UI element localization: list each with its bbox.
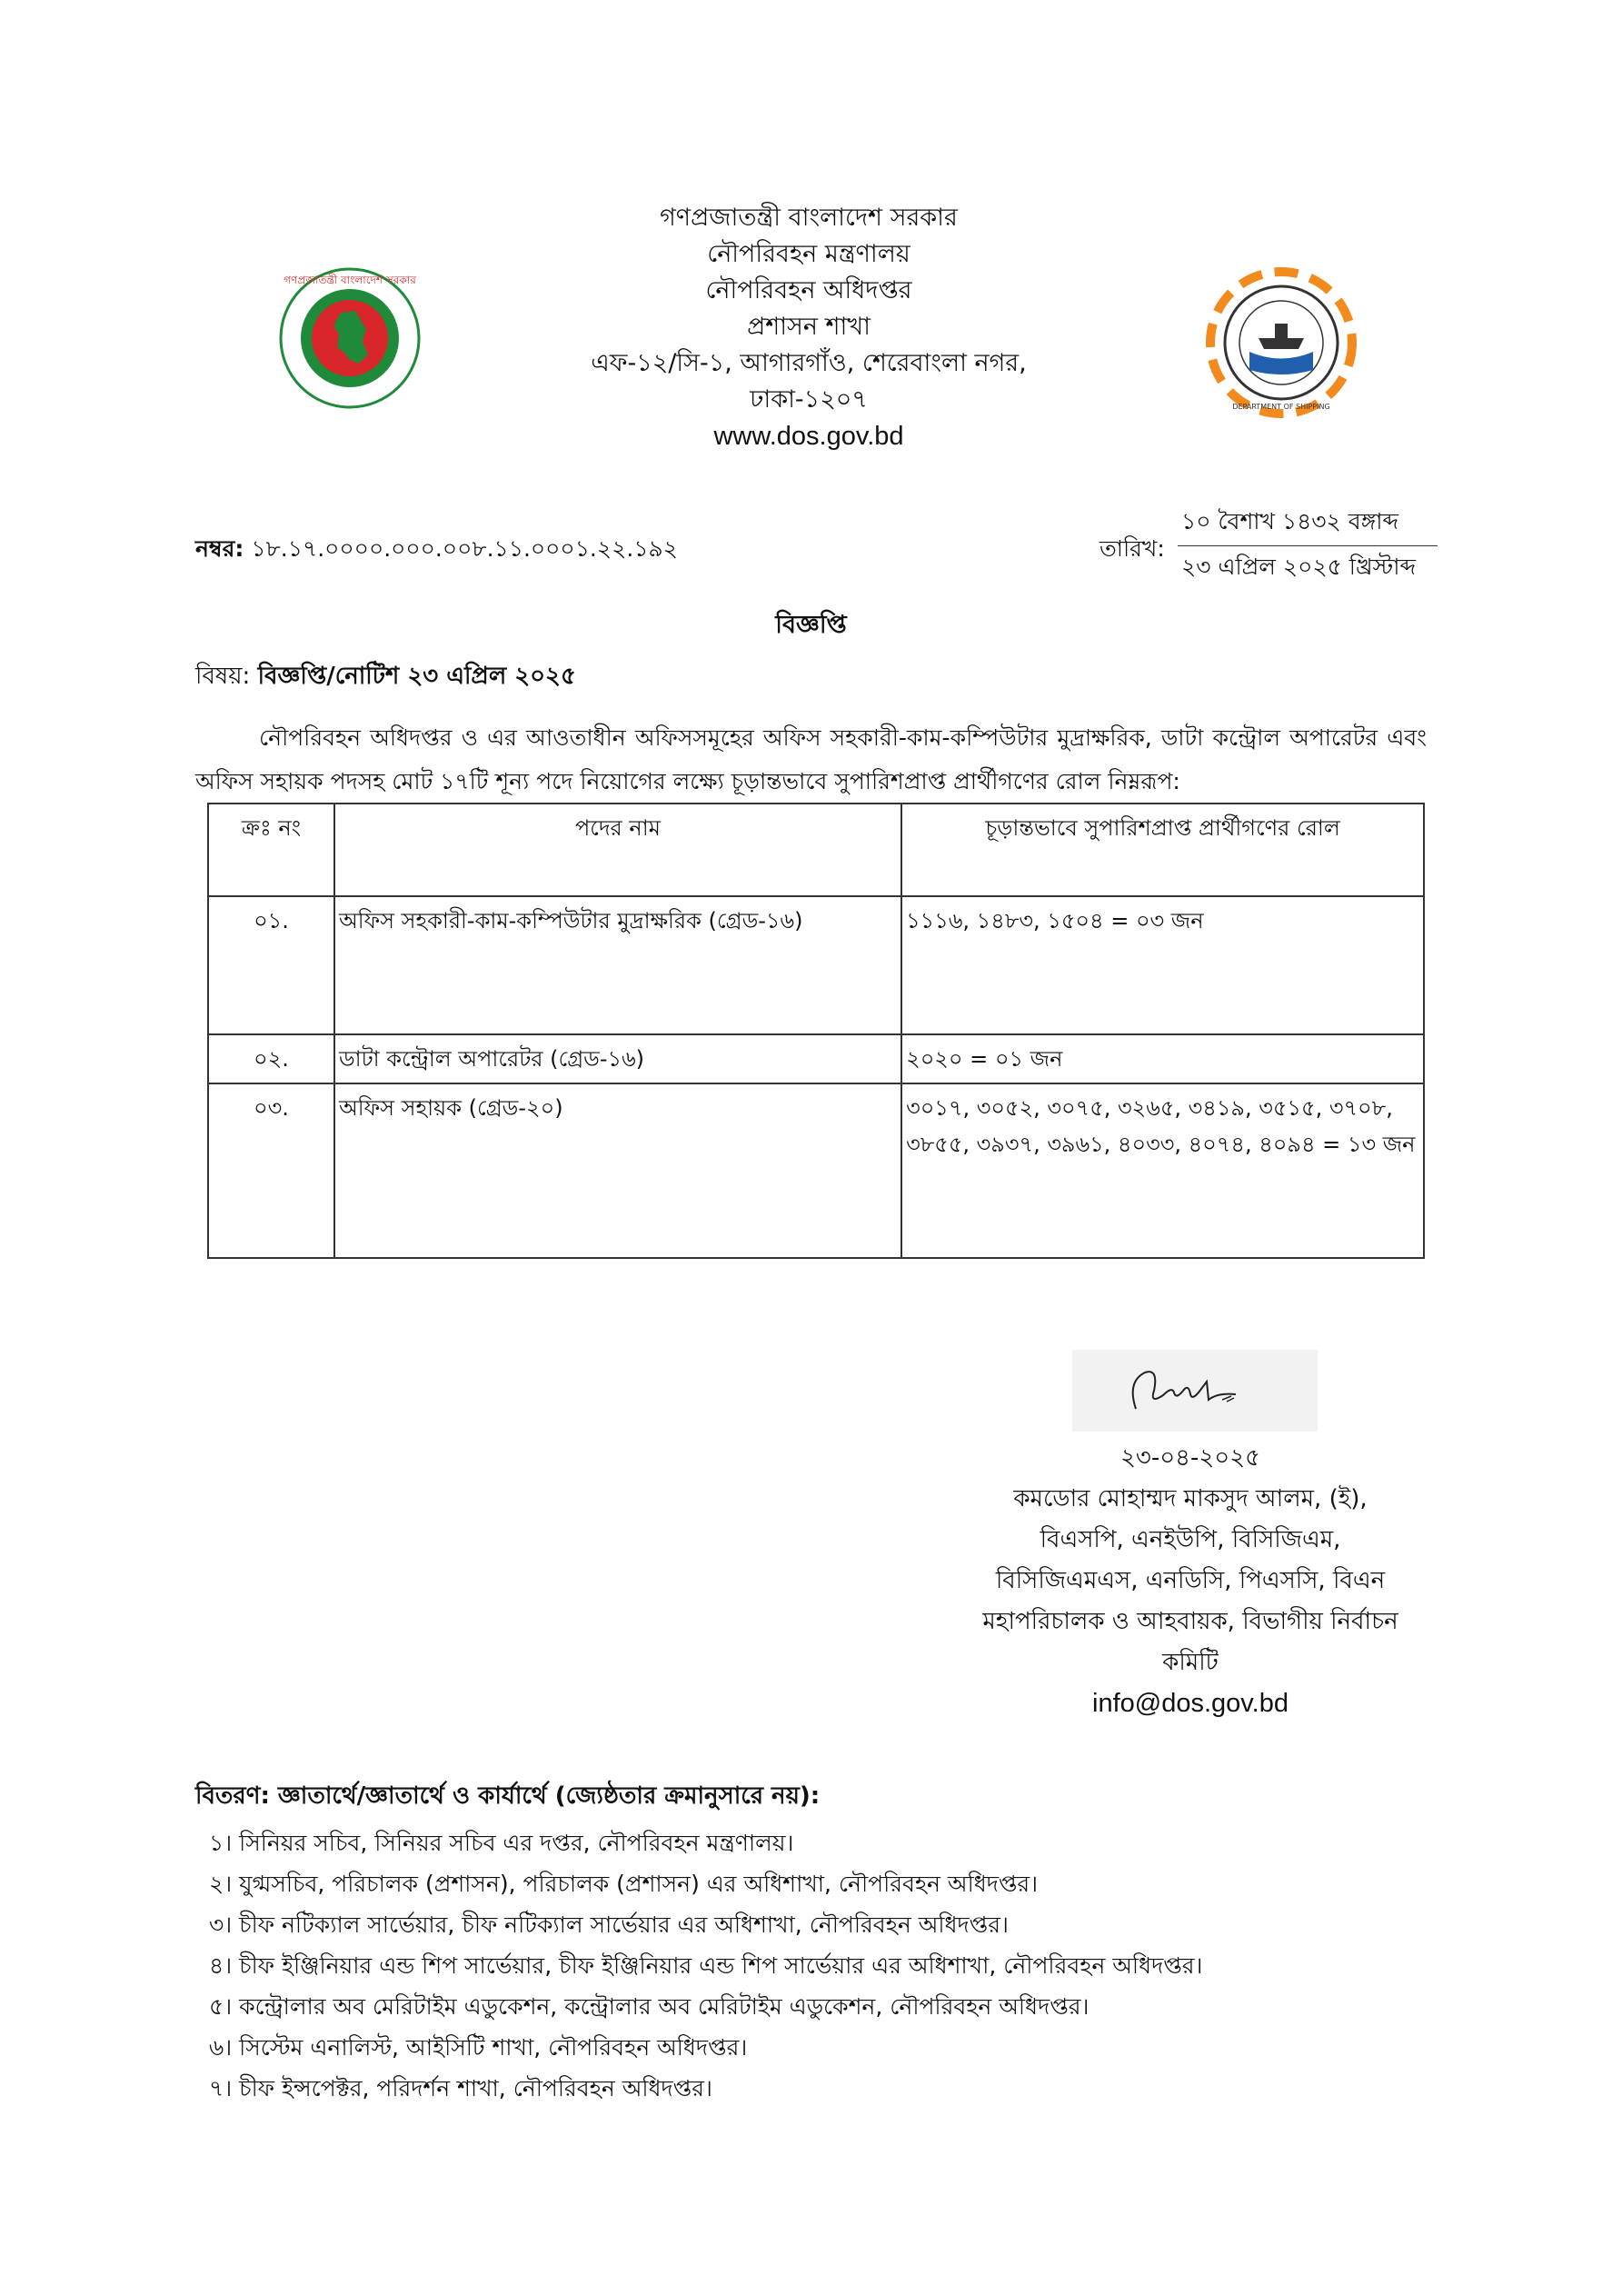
notice-title: বিজ্ঞপ্তি [775,611,847,639]
svg-text:গণপ্রজাতন্ত্রী বাংলাদেশ সরকার: গণপ্রজাতন্ত্রী বাংলাদেশ সরকার [284,274,416,286]
row-post: অফিস সহায়ক (গ্রেড-২০) [334,1083,901,1258]
date-bangla: ১০ বৈশাখ ১৪৩২ বঙ্গাব্দ [1181,508,1399,534]
list-item: ৪। চীফ ইঞ্জিনিয়ার এন্ড শিপ সার্ভেয়ার, চীফ ইঞ্জিনিয়ার এন্ড শিপ সার্ভেয়ার এর অধিশাখা, নৌপরিবহন অধিদপ্তর। [209,1952,1203,1979]
row-rolls: ৩০১৭, ৩০৫২, ৩০৭৫, ৩২৬৫, ৩৪১৯, ৩৫১৫, ৩৭০৮, ৩৮৫৫, ৩৯৩৭, ৩৯৬১, ৪০৩৩, ৪০৭৪, ৪০৯৪ = ১৩ জন [901,1083,1424,1258]
distribution-list [209,1822,1202,2109]
subject-value: বিজ্ঞপ্তি/নোটিশ ২৩ এপ্রিল ২০২৫ [257,663,576,690]
signatory-line: বিসিজিএমএস, এনডিসি, পিএসসি, বিএন [995,1567,1386,1594]
header-line: ঢাকা-১২০৭ [750,385,868,414]
table-row [208,1034,1424,1083]
table-row [208,1083,1424,1258]
signatory-line: কমিটি [1162,1649,1219,1676]
body-paragraph: নৌপরিবহন অধিদপ্তর ও এর আওতাধীন অফিসসমূহের অফিস সহকারী-কাম-কম্পিউটার মুদ্রাক্ষরিক, ডাটা কন্ট্রোল অপারেটর এবং অফিস সহায়ক পদসহ মোট ১৭টি শূন্য পদে নিয়োগের লক্ষ্যে চূড়ান্তভাবে সুপারিশপ্রাপ্ত প্রার্থীগণের রোল নিম্নরূপ: [195,724,1427,794]
signatory-line: মহাপরিচালক ও আহবায়ক, বিভাগীয় নির্বাচন [982,1608,1398,1635]
row-serial: ০২. [208,1034,334,1083]
subject-line [195,662,576,693]
subject-label: বিষয়: [195,663,251,690]
row-serial: ০১. [208,896,334,1034]
reference-value: ১৮.১৭.০০০০.০০০.০০৮.১১.০০০১.২২.১৯২ [251,535,679,562]
signature-date: ২৩-০৪-২০২৫ [1120,1444,1260,1472]
header-line: নৌপরিবহন অধিদপ্তর [705,276,912,304]
header-roll-numbers: চূড়ান্তভাবে সুপারিশপ্রাপ্ত প্রার্থীগণের রোল [901,804,1424,896]
row-post: ডাটা কন্ট্রোল অপারেটর (গ্রেড-১৬) [334,1034,901,1083]
signatory-block [945,1438,1436,1724]
header-line: প্রশাসন শাখা [747,313,871,341]
list-item: ৫। কন্ট্রোলার অব মেরিটাইম এডুকেশন, কন্ট্রোলার অব মেরিটাইম এডুকেশন, নৌপরিবহন অধিদপ্তর। [209,1993,1090,2020]
table-row [208,896,1424,1034]
list-item: ১। সিনিয়র সচিব, সিনিয়র সচিব এর দপ্তর, নৌপরিবহন মন্ত্রণালয়। [209,1830,794,1856]
header-line: নৌপরিবহন মন্ত্রণালয় [707,240,911,268]
svg-text:DEPARTMENT OF SHIPPING: DEPARTMENT OF SHIPPING [1232,403,1330,411]
row-serial: ০৩. [208,1083,334,1258]
list-item: ২। যুগ্মসচিব, পরিচালক (প্রশাসন), পরিচালক (প্রশাসন) এর অধিশাখা, নৌপরিবহন অধিদপ্তর। [209,1871,1039,1897]
department-of-shipping-logo [1204,265,1358,420]
header-serial: ক্রঃ নং [208,804,334,896]
header-post-name: পদের নাম [334,804,901,896]
date-label: তারিখ: [1100,535,1165,562]
candidate-roll-table [207,803,1425,1259]
date-english: ২৩ এপ্রিল ২০২৫ খ্রিস্টাব্দ [1181,554,1417,580]
reference-label: নম্বর: [195,535,244,562]
header-line: এফ-১২/সি-১, আগারগাঁও, শেরেবাংলা নগর, [591,349,1027,377]
date-divider [1178,545,1438,546]
email-link[interactable]: info@dos.gov.bd [1092,1689,1289,1718]
website-link[interactable]: www.dos.gov.bd [713,422,904,451]
row-post: অফিস সহকারী-কাম-কম্পিউটার মুদ্রাক্ষরিক (গ্রেড-১৬) [334,896,901,1034]
header-line: গণপ্রজাতন্ত্রী বাংলাদেশ সরকার [660,204,958,232]
row-rolls: ১১১৬, ১৪৮৩, ১৫০৪ = ০৩ জন [901,896,1424,1034]
list-item: ৬। সিস্টেম এনালিস্ট, আইসিটি শাখা, নৌপরিবহন অধিদপ্তর। [209,2034,748,2061]
list-item: ৩। চীফ নটিক্যাল সার্ভেয়ার, চীফ নটিক্যাল সার্ভেয়ার এর অধিশাখা, নৌপরিবহন অধিদপ্তর। [209,1912,1009,1938]
letterhead [400,200,1218,454]
table-header-row [208,804,1424,896]
reference-number [195,534,678,564]
signatory-line: বিএসপি, এনইউপি, বিসিজিএম, [1040,1526,1341,1553]
signatory-line: কমডোর মোহাম্মদ মাকসুদ আলম, (ই), [1013,1485,1368,1512]
handwritten-signature [1118,1354,1272,1427]
row-rolls: ২০২০ = ০১ জন [901,1034,1424,1083]
distribution-title: বিতরণ: জ্ঞাতার্থে/জ্ঞাতার্থে ও কার্যার্থে (জ্যেষ্ঠতার ক্রমানুসারে নয়): [195,1782,821,1810]
list-item: ৭। চীফ ইন্সপেক্টর, পরিদর্শন শাখা, নৌপরিবহন অধিদপ্তর। [209,2075,712,2101]
